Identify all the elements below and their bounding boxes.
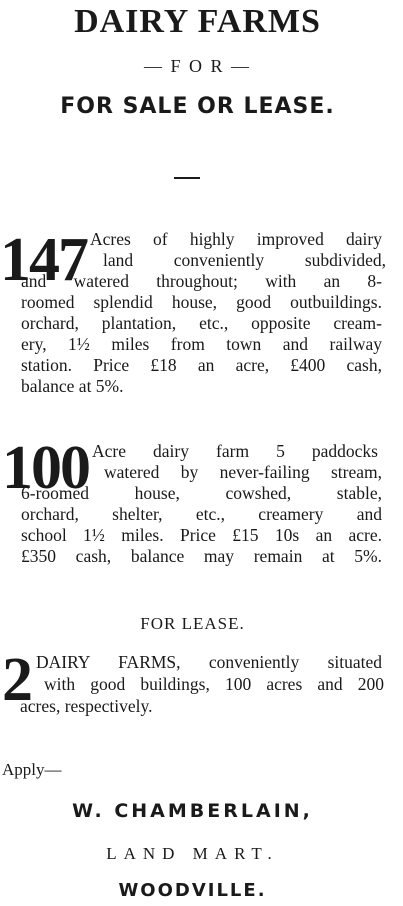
headline: DAIRY FARMS <box>74 3 321 40</box>
ad3-number: 2 <box>2 646 31 714</box>
ad1-line: ery, 1½ miles from town and railway <box>21 334 382 354</box>
ad2-line: Acre dairy farm 5 paddocks <box>92 441 378 461</box>
ad3-line: with good buildings, 100 acres and 200 <box>44 674 384 694</box>
ad2-line: 6-roomed house, cowshed, stable, <box>21 483 382 503</box>
ad2-number: 100 <box>2 434 89 502</box>
ad3-line: acres, respectively. <box>20 696 153 716</box>
ad2-line: school 1½ miles. Price £15 10s an acre. <box>21 525 382 545</box>
ad1-line: station. Price £18 an acre, £400 cash, <box>21 355 382 375</box>
ad1-line: balance at 5%. <box>21 376 124 396</box>
lease-heading: FOR LEASE. <box>140 614 245 633</box>
agent-name: W. CHAMBERLAIN, <box>72 800 313 822</box>
divider-rule <box>174 177 200 179</box>
ad1-line: orchard, plantation, etc., opposite cream- <box>21 313 382 333</box>
ad3-line: DAIRY FARMS, conveniently situated <box>36 652 382 672</box>
sale-heading: FOR SALE OR LEASE. <box>60 94 335 119</box>
ad2-line: £350 cash, balance may remain at 5%. <box>21 546 382 566</box>
ad1-number: 147 <box>0 226 87 294</box>
ad1-line: and watered throughout; with an 8- <box>21 271 382 291</box>
ad2-line: orchard, shelter, etc., creamery and <box>21 504 382 524</box>
ad1-line: roomed splendid house, good outbuildings. <box>21 292 382 312</box>
agency-name: LAND MART. <box>106 844 279 863</box>
ad1-line: Acres of highly improved dairy <box>90 229 382 249</box>
for-subheading: — F O R — <box>143 56 251 76</box>
ad2-line: watered by never-failing stream, <box>104 462 382 482</box>
apply-label: Apply— <box>2 760 62 779</box>
town-name: WOODVILLE. <box>118 880 267 901</box>
ad1-line: land conveniently subdivided, <box>103 250 386 270</box>
